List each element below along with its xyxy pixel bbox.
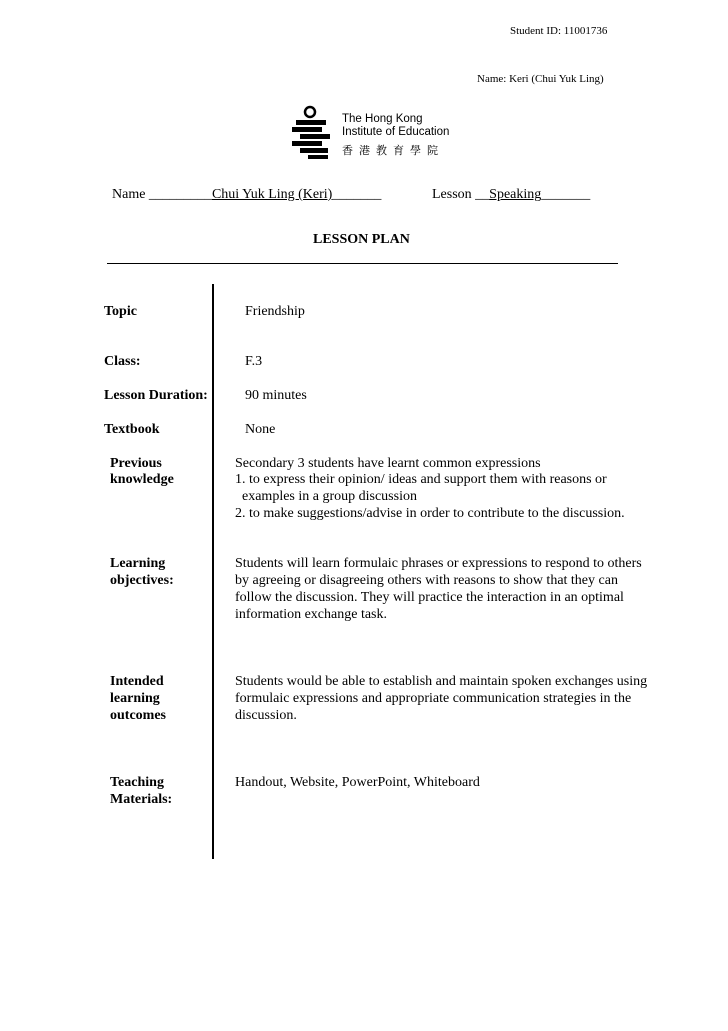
column-divider — [212, 284, 214, 859]
class-label: Class: — [104, 354, 141, 369]
name-suffix: _______ — [332, 187, 382, 202]
student-id: Student ID: 11001736 — [510, 25, 608, 37]
lesson-suffix: _______ — [541, 187, 591, 202]
learning-objectives-line-3: follow the discussion. They will practice the interaction in an optimal — [235, 590, 624, 605]
outcomes-line-2: formulaic expressions and appropriate communication strategies in the — [235, 691, 632, 706]
learning-objectives-label-1: Learning — [110, 556, 166, 571]
duration-label: Lesson Duration: — [104, 388, 208, 403]
outcomes-label-3: outcomes — [110, 708, 166, 723]
outcomes-label-2: learning — [110, 691, 160, 706]
previous-knowledge-line-2: 1. to express their opinion/ ideas and support them with reasons or — [235, 472, 607, 487]
name-value: Chui Yuk Ling (Keri) — [211, 187, 333, 202]
learning-objectives-line-4: information exchange task. — [235, 607, 388, 622]
teaching-materials-label-2: Materials: — [110, 792, 173, 807]
textbook-value: None — [245, 422, 276, 437]
page-title: LESSON PLAN — [313, 232, 410, 247]
lesson-value: Speaking — [489, 187, 542, 202]
name-prefix: Name _________ — [112, 187, 212, 202]
institute-logo-icon — [290, 105, 340, 160]
teaching-materials-line-1: Handout, Website, PowerPoint, Whiteboard — [235, 775, 480, 790]
previous-knowledge-line-3: examples in a group discussion — [235, 489, 417, 504]
topic-label: Topic — [104, 304, 137, 319]
logo-name-chinese: 香港教育學院 — [342, 144, 444, 157]
name-line — [112, 186, 381, 203]
learning-objectives-label-2: objectives: — [110, 573, 174, 588]
lesson-prefix: Lesson __ — [432, 187, 490, 202]
class-value: F.3 — [245, 354, 263, 369]
outcomes-label-1: Intended — [110, 674, 164, 689]
teaching-materials-label-1: Teaching — [110, 775, 164, 790]
logo-name-line1: The Hong Kong — [342, 113, 423, 125]
topic-value: Friendship — [245, 304, 305, 319]
lesson-line — [432, 186, 590, 203]
previous-knowledge-label-2: knowledge — [110, 472, 174, 487]
duration-value: 90 minutes — [245, 388, 307, 403]
student-name: Name: Keri (Chui Yuk Ling) — [477, 73, 604, 85]
previous-knowledge-line-1: Secondary 3 students have learnt common expressions — [235, 456, 541, 471]
previous-knowledge-label-1: Previous — [110, 456, 162, 471]
outcomes-line-3: discussion. — [235, 708, 297, 723]
outcomes-line-1: Students would be able to establish and maintain spoken exchanges using — [235, 674, 648, 689]
learning-objectives-line-1: Students will learn formulaic phrases or expressions to respond to others — [235, 556, 642, 571]
logo-name-line2: Institute of Education — [342, 126, 450, 138]
learning-objectives-line-2: by agreeing or disagreeing others with reasons to show that they can — [235, 573, 618, 588]
previous-knowledge-line-4: 2. to make suggestions/advise in order to contribute to the discussion. — [235, 506, 625, 521]
textbook-label: Textbook — [104, 422, 160, 437]
title-divider — [107, 263, 618, 264]
